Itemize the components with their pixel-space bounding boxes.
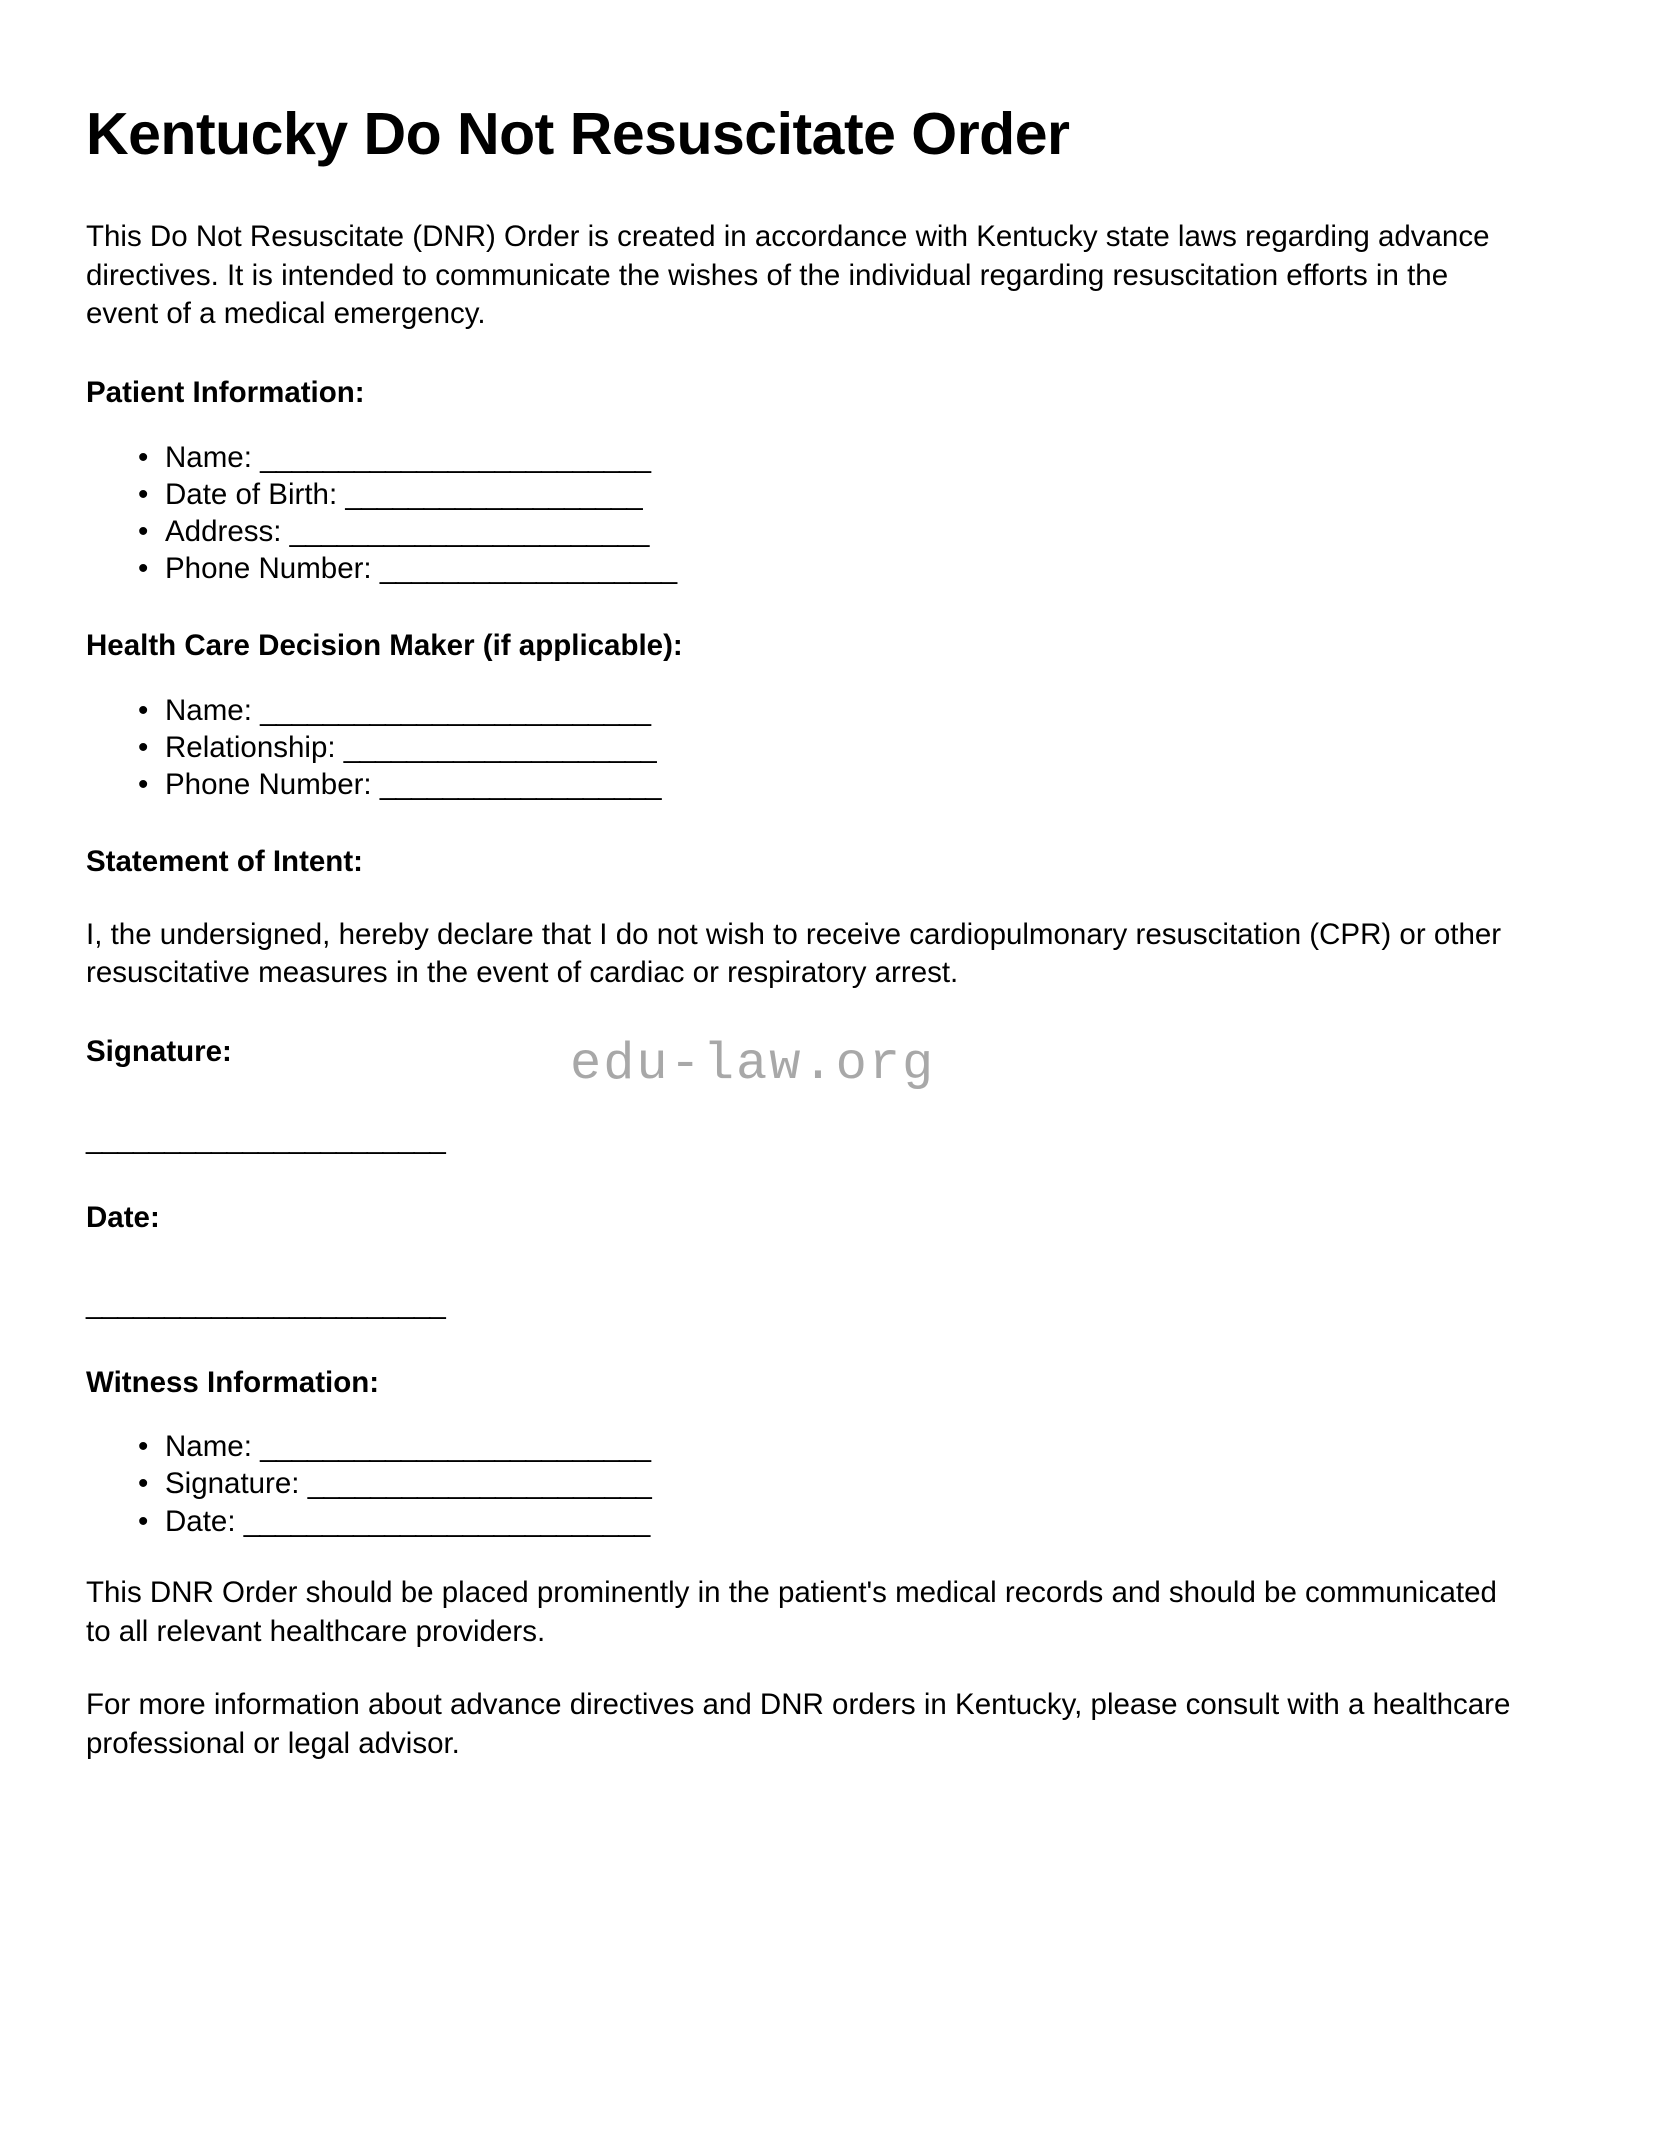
field-blank[interactable]: _________________________ (260, 693, 651, 727)
date-heading: Date: (86, 1200, 160, 1234)
field-label: Phone Number: (165, 552, 372, 586)
field-label: Date: (165, 1504, 236, 1538)
signature-heading: Signature: (86, 1035, 232, 1069)
field-blank[interactable]: _______________________ (289, 515, 649, 549)
field-label: Date of Birth: (165, 477, 338, 511)
field-blank[interactable]: ______________________ (307, 1467, 652, 1501)
signature-line-blank[interactable]: _______________________ (86, 1121, 445, 1155)
closing-paragraph-1: This DNR Order should be placed prominently in the patient's medical records and should be communicated to all relevant healthcare providers. (86, 1575, 1497, 1648)
list-item (86, 692, 1526, 729)
list-item (86, 1465, 1526, 1502)
list-item (86, 550, 1526, 587)
field-blank[interactable]: ____________________ (343, 730, 656, 764)
list-item (86, 1503, 1526, 1540)
statement-of-intent-heading: Statement of Intent: (86, 845, 363, 879)
page-title: Kentucky Do Not Resuscitate Order (86, 101, 1070, 167)
field-label: Name: (165, 440, 252, 474)
health-care-decision-maker-fields (86, 666, 1526, 803)
field-blank[interactable]: __________________________ (243, 1504, 650, 1538)
field-label: Address: (165, 515, 282, 549)
field-label: Name: (165, 1430, 252, 1464)
field-label: Signature: (165, 1467, 300, 1501)
field-blank[interactable]: ___________________ (345, 477, 642, 511)
field-blank[interactable]: _________________________ (260, 1430, 651, 1464)
list-item (86, 439, 1526, 476)
patient-information-heading: Patient Information: (86, 376, 365, 410)
date-line-blank[interactable]: _______________________ (86, 1287, 445, 1321)
witness-information-fields (86, 1402, 1526, 1539)
intro-paragraph: This Do Not Resuscitate (DNR) Order is created in accordance with Kentucky state laws regarding advance directives. It is intended to communicate the wishes of the individual regarding resuscitation efforts in the event of a medical emergency. (86, 219, 1490, 331)
site-watermark: edu-law.org (570, 1035, 936, 1094)
list-item (86, 1428, 1526, 1465)
field-label: Relationship: (165, 730, 336, 764)
field-blank[interactable]: _________________________ (260, 440, 651, 474)
health-care-decision-maker-heading: Health Care Decision Maker (if applicable): (86, 629, 683, 663)
field-label: Phone Number: (165, 768, 372, 802)
list-item (86, 729, 1526, 766)
document-content (86, 0, 1526, 1764)
witness-information-heading: Witness Information: (86, 1365, 380, 1399)
closing-paragraph-2: For more information about advance directives and DNR orders in Kentucky, please consult with a healthcare professional or legal advisor. (86, 1687, 1511, 1760)
list-item (86, 476, 1526, 513)
statement-of-intent-text: I, the undersigned, hereby declare that I do not wish to receive cardiopulmonary resuscitation (CPR) or other resuscitative measures in the event of cardiac or respiratory arrest. (86, 917, 1502, 990)
list-item (86, 513, 1526, 550)
field-label: Name: (165, 693, 252, 727)
field-blank[interactable]: __________________ (379, 768, 661, 802)
list-item (86, 766, 1526, 803)
patient-information-fields (86, 413, 1526, 588)
field-blank[interactable]: ___________________ (379, 552, 677, 586)
